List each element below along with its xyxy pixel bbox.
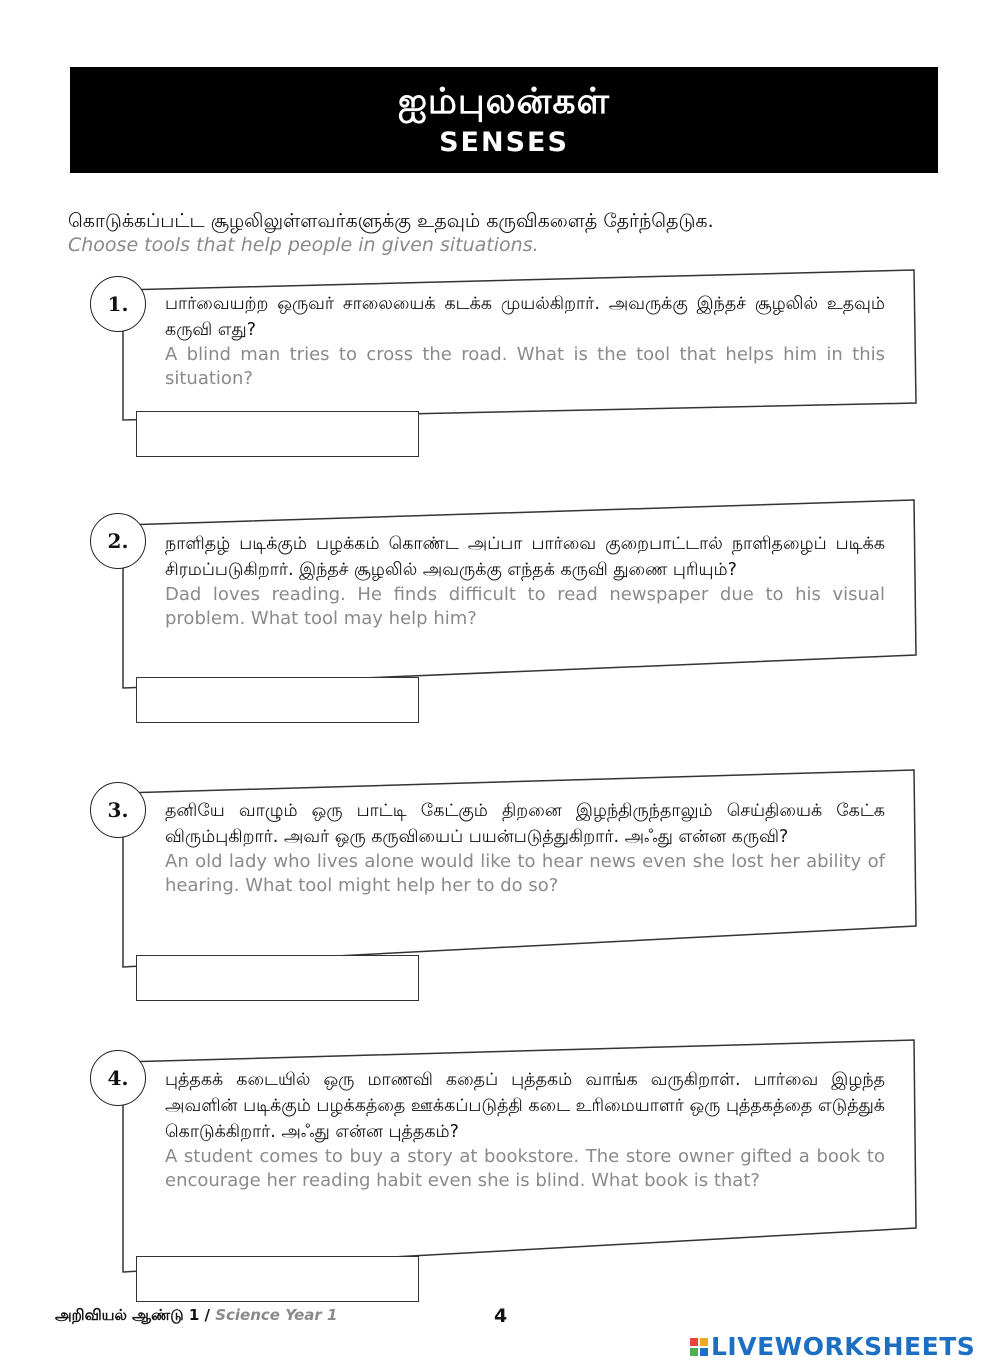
question-text-english: A blind man tries to cross the road. What is the tool that helps him in this situation? <box>165 344 885 389</box>
question-number: 3. <box>90 782 146 838</box>
brand-name: LIVEWORKSHEETS <box>711 1332 976 1361</box>
page-number: 4 <box>494 1305 508 1327</box>
question-number: 2. <box>90 513 146 569</box>
question-text-tamil: பார்வையற்ற ஒருவர் சாலையைக் கடக்க முயல்கிறார். அவருக்கு இந்தச் சூழலில் உதவும் கருவி எது? <box>165 294 885 340</box>
question-text-tamil: நாளிதழ் படிக்கும் பழக்கம் கொண்ட அப்பா பார்வை குறைபாட்டால் நாளிதழைப் படிக்க சிரமப்படுகிறார். இந்தச் சூழலில் அவருக்கு எந்தக் கருவி துணை புரியும்? <box>165 534 885 580</box>
question-number: 4. <box>90 1050 146 1106</box>
footer-subject <box>55 1306 337 1326</box>
footer-subject-english: Science Year 1 <box>215 1306 338 1324</box>
question-text-tamil: புத்தகக் கடையில் ஒரு மாணவி கதைப் புத்தகம் வாங்க வருகிறாள். பார்வை இழந்த அவளின் படிக்கும் பழக்கத்தை ஊக்கப்படுத்தி கடை உரிமையாளர் ஒரு புத்தகத்தை எடுத்துக் கொடுக்கிறார். அஃது என்ன புத்தகம்? <box>165 1070 885 1142</box>
instruction-tamil: கொடுக்கப்பட்ட சூழலிலுள்ளவர்களுக்கு உதவும் கருவிகளைத் தேர்ந்தெடுக. <box>68 210 714 232</box>
footer-subject-tamil: அறிவியல் ஆண்டு 1 / <box>55 1306 210 1324</box>
question-text-english: A student comes to buy a story at bookstore. The store owner gifted a book to encourage her reading habit even she is blind. What book is that? <box>165 1146 885 1191</box>
question-text-english: Dad loves reading. He finds difficult to read newspaper due to his visual problem. What tool may help him? <box>165 584 885 629</box>
question-number: 1. <box>90 276 146 332</box>
instruction-english: Choose tools that help people in given situations. <box>68 234 539 256</box>
logo-icon <box>690 1338 708 1356</box>
question-text-tamil: தனியே வாழும் ஒரு பாட்டி கேட்கும் திறனை இழந்திருந்தாலும் செய்தியைக் கேட்க விரும்புகிறார். அவர் ஒரு கருவியைப் பயன்படுத்துகிறார். அஃது என்ன கருவி? <box>165 801 885 847</box>
title-english: SENSES <box>439 127 569 158</box>
liveworksheets-logo[interactable] <box>690 1332 975 1361</box>
question-text-english: An old lady who lives alone would like to hear news even she lost her ability of hearing. What tool might help her to do so? <box>165 851 885 896</box>
answer-box[interactable] <box>136 1256 419 1302</box>
title-tamil: ஐம்புலன்கள் <box>398 81 610 122</box>
